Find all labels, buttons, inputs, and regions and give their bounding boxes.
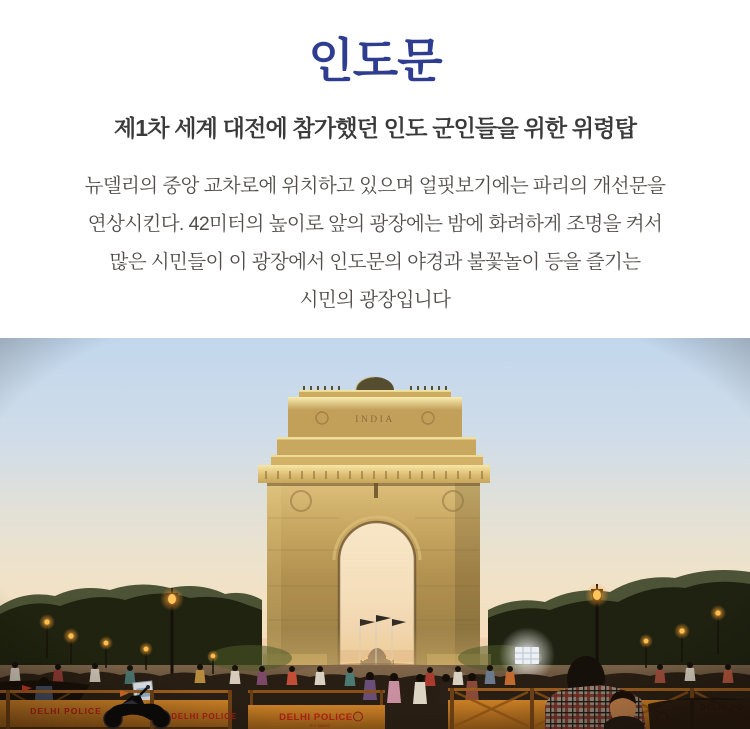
description-paragraph (40, 167, 710, 319)
india-gate-photo (0, 338, 750, 729)
description-line-3: 많은 시민들이 이 광장에서 인도문의 야경과 불꽃놀이 등을 즐기는 (109, 251, 641, 273)
description-line-2: 연상시킨다. 42미터의 높이로 앞의 광장에는 밤에 화려하게 조명을 켜서 (87, 213, 663, 235)
description-line-4: 시민의 광장입니다 (299, 289, 451, 311)
description-line-1: 뉴델리의 중앙 교차로에 위치하고 있으며 얼핏보기에는 파리의 개선문을 (84, 175, 666, 197)
subtitle: 제1차 세계 대전에 참가했던 인도 군인들을 위한 위령탑 (113, 115, 637, 141)
page-title: 인도문 (308, 34, 442, 87)
